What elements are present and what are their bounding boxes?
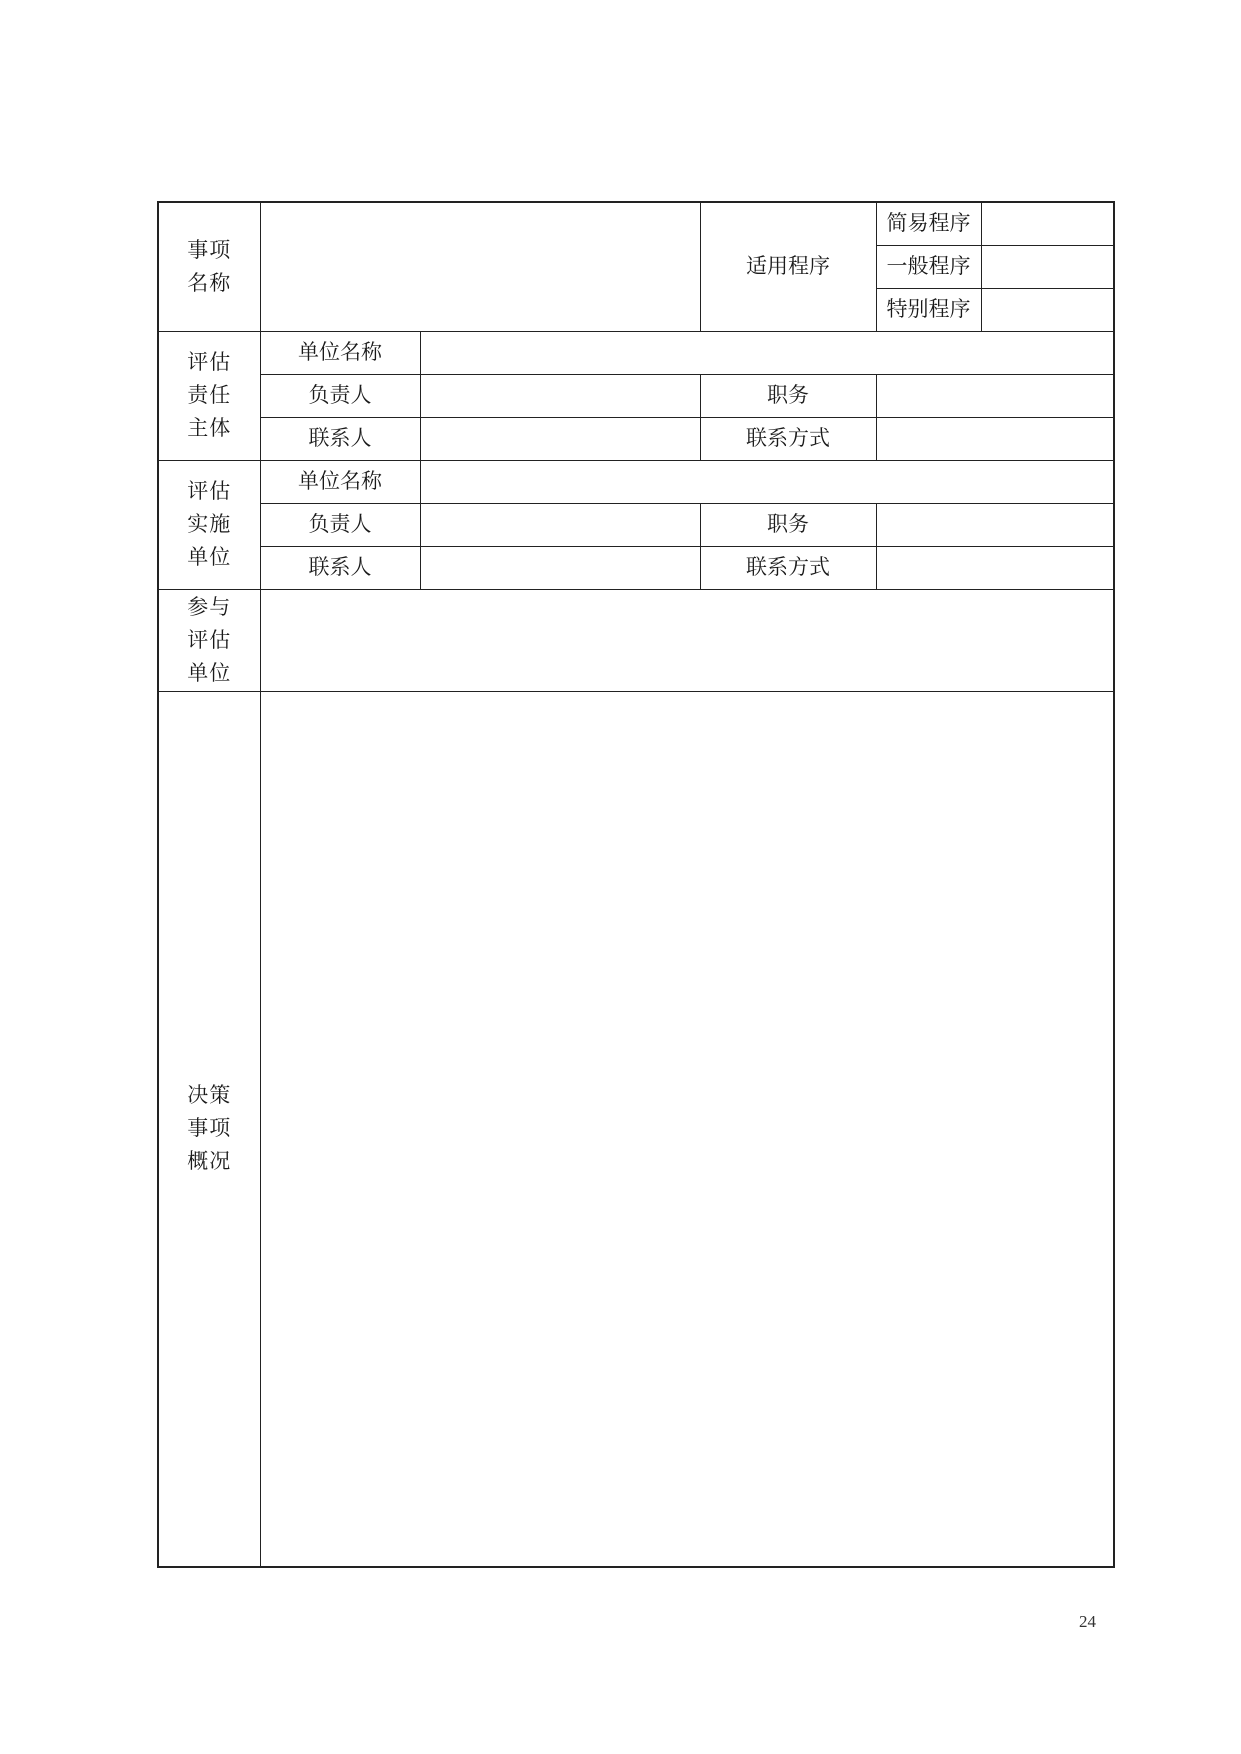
responsible-contact-person-field[interactable] [420,417,700,460]
implementing-person-in-charge-field[interactable] [420,503,700,546]
implementing-person-in-charge-label: 负责人 [260,503,420,546]
procedure-special-label: 特别程序 [876,288,981,331]
responsible-unit-name-field[interactable] [420,331,1114,374]
implementing-contact-person-field[interactable] [420,546,700,589]
page-number: 24 [1079,1612,1096,1631]
item-name-field[interactable] [260,202,700,331]
implementing-contact-person-label: 联系人 [260,546,420,589]
responsible-unit-name-label: 单位名称 [260,331,420,374]
decision-overview-label: 决策 事项 概况 [158,691,260,1567]
implementing-unit-label: 评估 实施 单位 [158,460,260,589]
applicable-procedure-label: 适用程序 [700,202,876,331]
procedure-special-field[interactable] [981,288,1114,331]
assessment-form-table [157,201,1115,1568]
responsible-contact-method-field[interactable] [876,417,1114,460]
procedure-simple-field[interactable] [981,202,1114,245]
responsible-subject-label: 评估 责任 主体 [158,331,260,460]
item-name-label: 事项 名称 [158,202,260,331]
procedure-general-label: 一般程序 [876,245,981,288]
responsible-person-in-charge-label: 负责人 [260,374,420,417]
procedure-general-field[interactable] [981,245,1114,288]
decision-overview-field[interactable] [260,691,1114,1567]
responsible-contact-person-label: 联系人 [260,417,420,460]
responsible-contact-method-label: 联系方式 [700,417,876,460]
responsible-position-label: 职务 [700,374,876,417]
implementing-position-field[interactable] [876,503,1114,546]
responsible-position-field[interactable] [876,374,1114,417]
participating-units-label: 参与 评估 单位 [158,589,260,691]
implementing-unit-name-label: 单位名称 [260,460,420,503]
implementing-unit-name-field[interactable] [420,460,1114,503]
procedure-simple-label: 简易程序 [876,202,981,245]
implementing-position-label: 职务 [700,503,876,546]
implementing-contact-method-field[interactable] [876,546,1114,589]
participating-units-field[interactable] [260,589,1114,691]
implementing-contact-method-label: 联系方式 [700,546,876,589]
responsible-person-in-charge-field[interactable] [420,374,700,417]
